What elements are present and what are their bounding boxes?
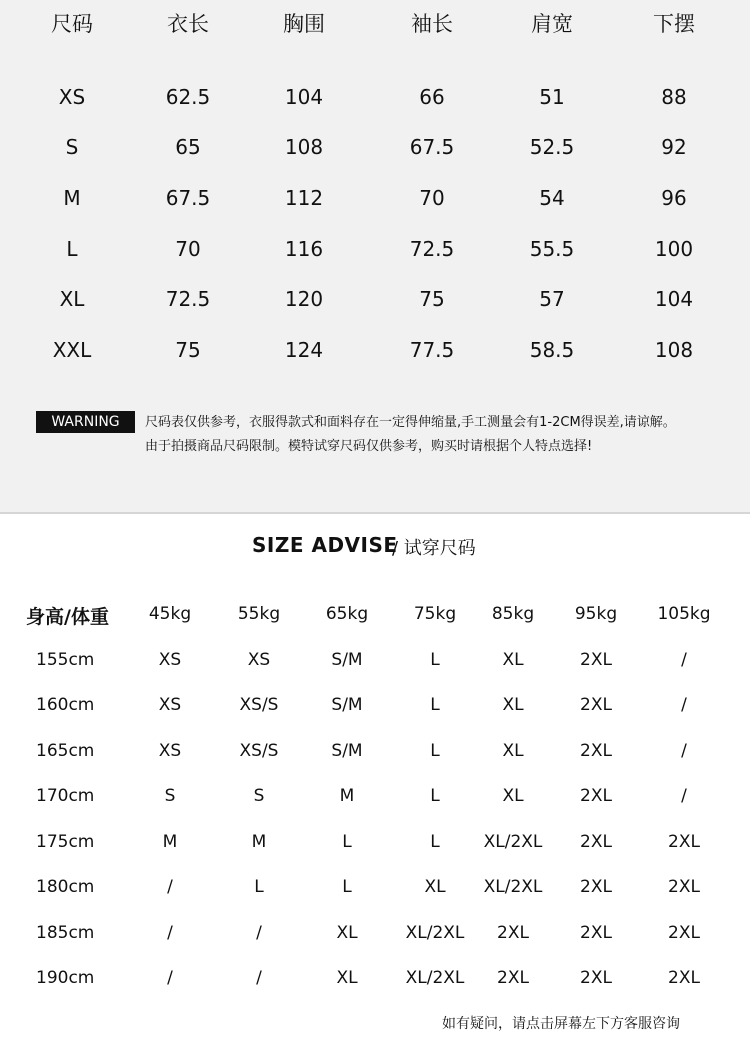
size-advise-height-label: 185cm: [36, 923, 95, 943]
size-advise-cell: XS: [158, 695, 182, 715]
size-advise-weight-header: 65kg: [325, 604, 369, 624]
size-chart-header: 胸围: [283, 12, 325, 36]
size-chart-header: 衣长: [167, 12, 209, 36]
size-advise-cell: XL: [502, 695, 524, 715]
size-advise-cell: 2XL: [580, 968, 612, 988]
size-chart-cell: 66: [419, 85, 445, 109]
size-chart-cell: 52.5: [529, 135, 575, 159]
size-chart-header: 袖长: [411, 12, 453, 36]
size-advise-subtitle: / 试穿尺码: [392, 538, 476, 559]
size-chart-cell: 108: [284, 135, 324, 159]
size-advise-cell: XL/2XL: [405, 923, 465, 943]
size-chart-cell: 124: [284, 338, 324, 362]
size-advise-cell: 2XL: [580, 923, 612, 943]
size-chart-cell: 65: [175, 135, 201, 159]
size-chart-cell: 75: [175, 338, 201, 362]
size-advise-cell: XL: [336, 968, 358, 988]
size-advise-cell: /: [167, 877, 173, 897]
size-advise-cell: XL: [336, 923, 358, 943]
size-advise-cell: L: [430, 786, 440, 806]
size-advise-cell: M: [339, 786, 355, 806]
size-chart-cell: 104: [284, 85, 324, 109]
size-advise-cell: 2XL: [668, 968, 700, 988]
size-advise-corner-header: 身高/体重: [26, 606, 109, 628]
size-advise-cell: L: [342, 832, 352, 852]
size-advise-weight-header: 55kg: [237, 604, 281, 624]
size-chart-size-label: S: [65, 135, 79, 159]
size-chart-cell: 88: [661, 85, 687, 109]
size-advise-cell: XL: [502, 741, 524, 761]
size-advise-cell: S: [253, 786, 265, 806]
size-advise-cell: L: [342, 877, 352, 897]
size-advise-weight-header: 95kg: [574, 604, 618, 624]
size-advise-cell: 2XL: [580, 695, 612, 715]
size-advise-cell: L: [430, 650, 440, 670]
size-advise-cell: L: [430, 832, 440, 852]
size-chart-cell: 120: [284, 287, 324, 311]
size-advise-height-label: 160cm: [36, 695, 95, 715]
size-advise-cell: XL/2XL: [483, 832, 543, 852]
footer-note: 如有疑问，请点击屏幕左下方客服咨询: [442, 1016, 680, 1032]
size-advise-cell: XL/2XL: [405, 968, 465, 988]
size-advise-height-label: 175cm: [36, 832, 95, 852]
size-advise-cell: S/M: [331, 695, 363, 715]
size-advise-cell: 2XL: [580, 650, 612, 670]
size-chart-cell: 70: [419, 186, 445, 210]
size-advise-title: SIZE ADVISE: [252, 533, 398, 557]
size-advise-cell: 2XL: [580, 832, 612, 852]
size-advise-cell: XS/S: [239, 695, 279, 715]
size-advise-cell: /: [256, 968, 262, 988]
size-advise-cell: L: [254, 877, 264, 897]
size-advise-cell: L: [430, 695, 440, 715]
size-chart-cell: 108: [654, 338, 694, 362]
size-advise-cell: XS: [158, 741, 182, 761]
size-advise-weight-header: 85kg: [491, 604, 535, 624]
size-chart-size-label: M: [63, 186, 81, 210]
size-advise-weight-header: 45kg: [148, 604, 192, 624]
size-advise-cell: S/M: [331, 741, 363, 761]
size-chart-header: 尺码: [51, 12, 93, 36]
size-chart-cell: 72.5: [165, 287, 211, 311]
size-advise-cell: 2XL: [668, 923, 700, 943]
size-advise-cell: /: [167, 923, 173, 943]
size-chart-cell: 100: [654, 237, 694, 261]
size-advise-cell: XL: [424, 877, 446, 897]
warning-text-line-2: 由于拍摄商品尺码限制。模特试穿尺码仅供参考，购买时请根据个人特点选择!: [145, 439, 593, 454]
size-chart-cell: 75: [419, 287, 445, 311]
size-advise-height-label: 190cm: [36, 968, 95, 988]
size-advise-height-label: 165cm: [36, 741, 95, 761]
size-chart-cell: 77.5: [409, 338, 455, 362]
size-advise-cell: S: [164, 786, 176, 806]
warning-badge: WARNING: [36, 411, 135, 433]
size-chart-cell: 62.5: [165, 85, 211, 109]
size-advise-cell: XL: [502, 650, 524, 670]
size-chart-cell: 70: [175, 237, 201, 261]
size-chart-cell: 67.5: [409, 135, 455, 159]
size-chart-cell: 67.5: [165, 186, 211, 210]
size-chart-size-label: XL: [59, 287, 85, 311]
size-advise-cell: 2XL: [580, 877, 612, 897]
size-advise-cell: 2XL: [580, 786, 612, 806]
size-chart-cell: 54: [539, 186, 565, 210]
size-advise-cell: XS: [247, 650, 271, 670]
section-divider: [0, 512, 750, 514]
size-advise-cell: 2XL: [497, 968, 529, 988]
size-chart-cell: 92: [661, 135, 687, 159]
size-chart-size-label: L: [66, 237, 78, 261]
warning-text-line-1: 尺码表仅供参考，衣服得款式和面料存在一定得伸缩量,手工测量会有1-2CM得误差,请谅解。: [145, 415, 676, 430]
size-advise-cell: XL/2XL: [483, 877, 543, 897]
size-chart-cell: 116: [284, 237, 324, 261]
size-advise-cell: XS: [158, 650, 182, 670]
size-advise-cell: XL: [502, 786, 524, 806]
size-advise-cell: /: [681, 786, 687, 806]
size-advise-cell: 2XL: [580, 741, 612, 761]
size-advise-cell: 2XL: [497, 923, 529, 943]
size-chart-header: 下摆: [653, 12, 695, 36]
size-advise-cell: M: [162, 832, 178, 852]
size-chart-cell: 112: [284, 186, 324, 210]
size-advise-cell: 2XL: [668, 832, 700, 852]
size-advise-cell: XS/S: [239, 741, 279, 761]
size-advise-weight-header: 75kg: [413, 604, 457, 624]
size-advise-cell: M: [251, 832, 267, 852]
size-advise-cell: 2XL: [668, 877, 700, 897]
size-advise-weight-header: 105kg: [657, 604, 711, 624]
size-advise-cell: /: [167, 968, 173, 988]
size-advise-cell: L: [430, 741, 440, 761]
size-chart-cell: 57: [539, 287, 565, 311]
size-chart-cell: 51: [539, 85, 565, 109]
size-chart-cell: 58.5: [529, 338, 575, 362]
size-advise-cell: S/M: [331, 650, 363, 670]
size-chart-size-label: XS: [58, 85, 86, 109]
size-advise-cell: /: [681, 741, 687, 761]
size-advise-height-label: 155cm: [36, 650, 95, 670]
size-chart-size-label: XXL: [52, 338, 92, 362]
size-chart-cell: 72.5: [409, 237, 455, 261]
size-advise-cell: /: [256, 923, 262, 943]
size-chart-header: 肩宽: [531, 12, 573, 36]
size-advise-cell: /: [681, 650, 687, 670]
size-advise-height-label: 180cm: [36, 877, 95, 897]
size-advise-height-label: 170cm: [36, 786, 95, 806]
size-chart-cell: 96: [661, 186, 687, 210]
size-advise-cell: /: [681, 695, 687, 715]
size-chart-cell: 104: [654, 287, 694, 311]
size-chart-cell: 55.5: [529, 237, 575, 261]
